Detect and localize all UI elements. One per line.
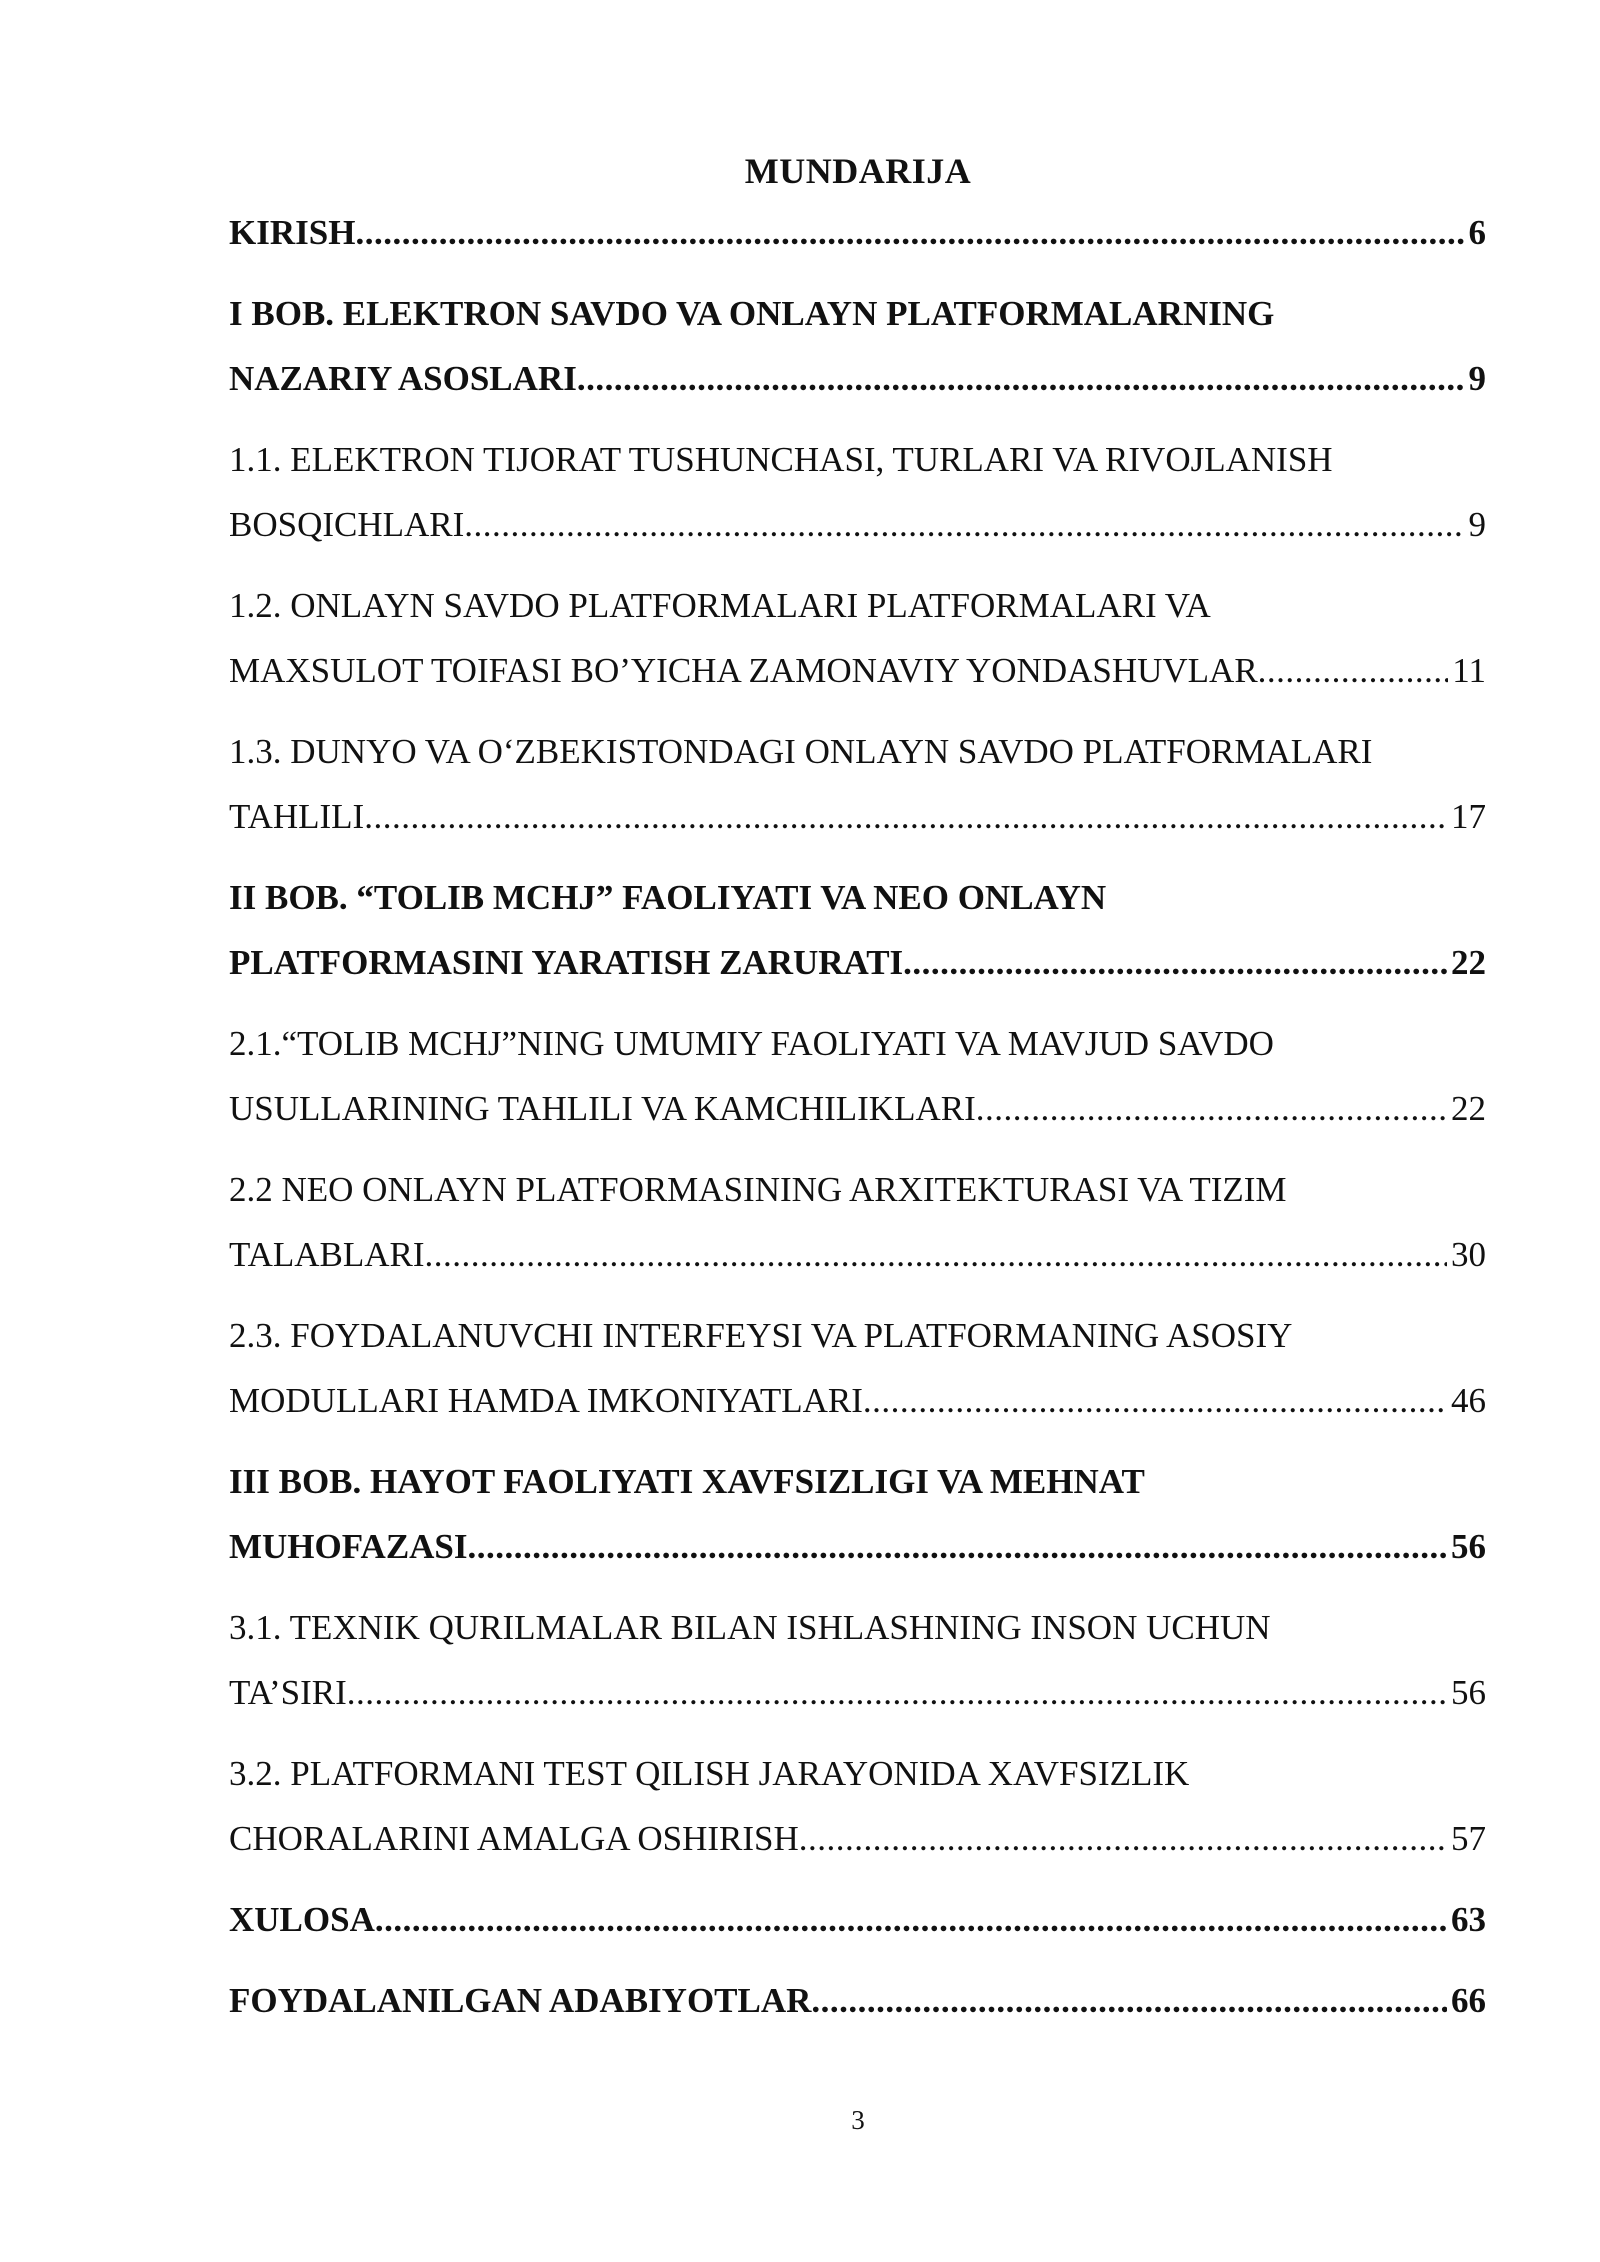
toc-entry-page-number: 66 [1451,1981,1486,2020]
toc-entry-page-number: 22 [1451,943,1486,982]
dot-leader [976,1076,1447,1141]
toc-entry-last-line [229,200,1486,265]
toc-entry-page-number: 17 [1451,797,1486,836]
toc-entry-page-number: 46 [1451,1381,1486,1420]
toc-entry-page-number: 56 [1451,1673,1486,1712]
toc-entry-last-line [229,492,1486,557]
toc-entry[interactable] [229,1741,1486,1871]
toc-entry-title-text: NAZARIY ASOSLARI [229,359,577,398]
toc-entry-last-line [229,1968,1486,2033]
toc-entry-title-text: XULOSA [229,1900,375,1939]
toc-entry-title-line: 3.1. TEXNIK QURILMALAR BILAN ISHLASHNING INSON UCHUN [229,1608,1271,1647]
toc-entry-title-line: 2.1.“TOLIB MCHJ”NING UMUMIY FAOLIYATI VA MAVJUD SAVDO [229,1024,1274,1063]
table-of-contents [229,200,1486,2049]
dot-leader [903,930,1447,995]
toc-entry[interactable] [229,719,1486,849]
dot-leader [425,1222,1447,1287]
toc-entry-title-text: CHORALARINI AMALGA OSHIRISH [229,1819,799,1858]
toc-entry-last-line [229,784,1486,849]
toc-entry[interactable] [229,1887,1486,1952]
toc-entry-page-number: 6 [1468,213,1486,252]
dot-leader [464,492,1464,557]
page-number: 3 [851,2105,865,2135]
toc-title: MUNDARIJA [744,151,972,191]
toc-entry-title-text: TAHLILI [229,797,365,836]
toc-entry-page-number: 22 [1451,1089,1486,1128]
toc-entry-title-text: TALABLARI [229,1235,425,1274]
toc-entry-title-line: I BOB. ELEKTRON SAVDO VA ONLAYN PLATFORMALARNING [229,294,1275,333]
dot-leader [468,1514,1447,1579]
toc-entry[interactable] [229,200,1486,265]
toc-entry[interactable] [229,1595,1486,1725]
toc-entry-page-number: 9 [1468,359,1486,398]
toc-entry[interactable] [229,573,1486,703]
toc-entry-page-number: 30 [1451,1235,1486,1274]
toc-entry-page-number: 56 [1451,1527,1486,1566]
toc-entry-last-line [229,1806,1486,1871]
toc-entry-last-line [229,346,1486,411]
toc-entry-last-line [229,1222,1486,1287]
toc-entry-last-line [229,1076,1486,1141]
toc-entry-page-number: 9 [1468,505,1486,544]
toc-entry-title-text: MUHOFAZASI [229,1527,468,1566]
toc-entry-last-line [229,1887,1486,1952]
toc-entry-title-line: 1.3. DUNYO VA O‘ZBEKISTONDAGI ONLAYN SAVDO PLATFORMALARI [229,732,1373,771]
toc-entry[interactable] [229,1303,1486,1433]
toc-entry-last-line [229,1514,1486,1579]
dot-leader [347,1660,1447,1725]
toc-entry-title-text: PLATFORMASINI YARATISH ZARURATI [229,943,904,982]
toc-entry-title-line: 3.2. PLATFORMANI TEST QILISH JARAYONIDA XAVFSIZLIK [229,1754,1190,1793]
toc-entry[interactable] [229,1157,1486,1287]
toc-entry[interactable] [229,281,1486,411]
toc-entry-title-text: USULLARINING TAHLILI VA KAMCHILIKLARI [229,1089,976,1128]
toc-entry-title-text: KIRISH [229,213,356,252]
dot-leader [1258,638,1449,703]
dot-leader [577,346,1465,411]
toc-entry-title-line: 1.2. ONLAYN SAVDO PLATFORMALARI PLATFORMALARI VA [229,586,1211,625]
toc-entry-title-text: BOSQICHLARI [229,505,465,544]
toc-entry-title-text: FOYDALANILGAN ADABIYOTLAR [229,1981,812,2020]
toc-entry-title-line: 2.3. FOYDALANUVCHI INTERFEYSI VA PLATFORMANING ASOSIY [229,1316,1293,1355]
toc-entry-last-line [229,1660,1486,1725]
toc-entry[interactable] [229,427,1486,557]
toc-entry-title-text: TA’SIRI [229,1673,347,1712]
toc-entry-last-line [229,1368,1486,1433]
toc-entry-page-number: 57 [1451,1819,1486,1858]
dot-leader [355,200,1464,265]
toc-entry[interactable] [229,865,1486,995]
toc-entry-page-number: 11 [1452,651,1486,690]
toc-entry-title-line: II BOB. “TOLIB MCHJ” FAOLIYATI VA NEO ONLAYN [229,878,1107,917]
dot-leader [799,1806,1447,1871]
dot-leader [375,1887,1447,1952]
toc-entry-last-line [229,638,1486,703]
dot-leader [364,784,1447,849]
toc-entry-title-text: MAXSULOT TOIFASI BO’YICHA ZAMONAVIY YONDASHUVLAR [229,651,1258,690]
toc-entry[interactable] [229,1011,1486,1141]
toc-entry-title-line: 2.2 NEO ONLAYN PLATFORMASINING ARXITEKTURASI VA TIZIM [229,1170,1287,1209]
toc-entry-title-text: MODULLARI HAMDA IMKONIYATLARI [229,1381,863,1420]
toc-entry-page-number: 63 [1451,1900,1486,1939]
toc-entry[interactable] [229,1449,1486,1579]
toc-entry-last-line [229,930,1486,995]
toc-entry[interactable] [229,1968,1486,2033]
dot-leader [863,1368,1447,1433]
dot-leader [811,1968,1447,2033]
toc-entry-title-line: III BOB. HAYOT FAOLIYATI XAVFSIZLIGI VA MEHNAT [229,1462,1145,1501]
toc-entry-title-line: 1.1. ELEKTRON TIJORAT TUSHUNCHASI, TURLARI VA RIVOJLANISH [229,440,1333,479]
